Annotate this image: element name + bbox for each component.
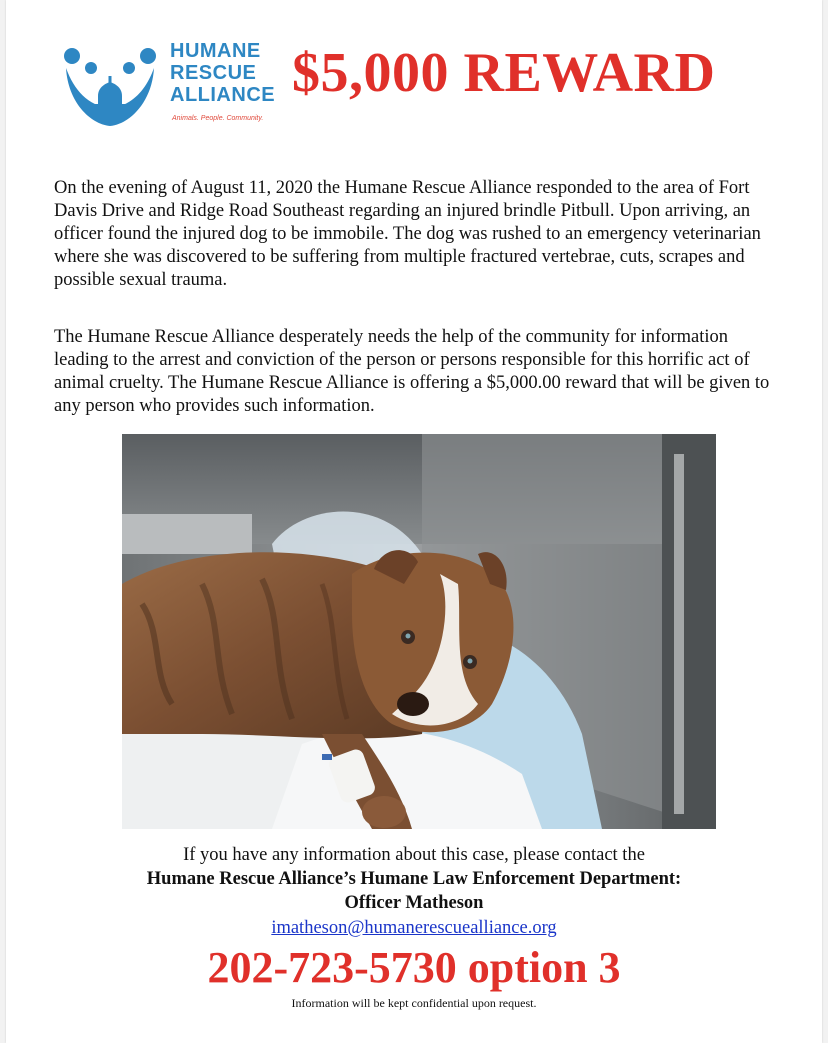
dog-photo-illustration (122, 434, 716, 829)
injured-dog-photo (122, 434, 716, 829)
flyer-page (6, 0, 822, 1043)
humane-rescue-alliance-logo-icon (62, 42, 158, 128)
contact-department: Humane Rescue Alliance’s Humane Law Enforcement Department: (146, 869, 682, 889)
logo-line-humane: HUMANE (170, 40, 261, 62)
incident-paragraph: On the evening of August 11, 2020 the Humane Rescue Alliance responded to the area of Fort Davis Drive and Ridge Road Southeast regarding an injured brindle Pitbull. Upon arriving, an officer found the injured dog to be immobile. The dog was rushed to an emergency veterinarian where she was discovered to be suffering from multiple fractured vertebrae, cuts, scrapes and possible sexual trauma. (54, 178, 761, 290)
contact-email-row (6, 916, 822, 940)
appeal-paragraph: The Humane Rescue Alliance desperately needs the help of the community for information leading to the arrest and conviction of the person or persons responsible for this horrific act of animal cruelty. The Humane Rescue Alliance is offering a $5,000.00 reward that will be given to any person who provides such information. (54, 327, 770, 416)
logo-line-rescue: RESCUE (170, 62, 257, 84)
reward-title: $5,000 REWARD (292, 42, 716, 104)
confidential-note: Information will be kept confidential upon request. (291, 996, 537, 1010)
contact-intro: If you have any information about this case, please contact the (183, 845, 645, 865)
organization-logo (62, 40, 284, 132)
contact-officer: Officer Matheson (344, 893, 484, 913)
contact-phone: 202-723-5730 option 3 (207, 943, 621, 992)
logo-wordmark (170, 40, 290, 106)
contact-email-link[interactable]: imatheson@humanerescuealliance.org (271, 918, 557, 938)
logo-line-alliance: ALLIANCE (170, 84, 276, 106)
logo-tagline: Animals. People. Community. (172, 115, 264, 122)
